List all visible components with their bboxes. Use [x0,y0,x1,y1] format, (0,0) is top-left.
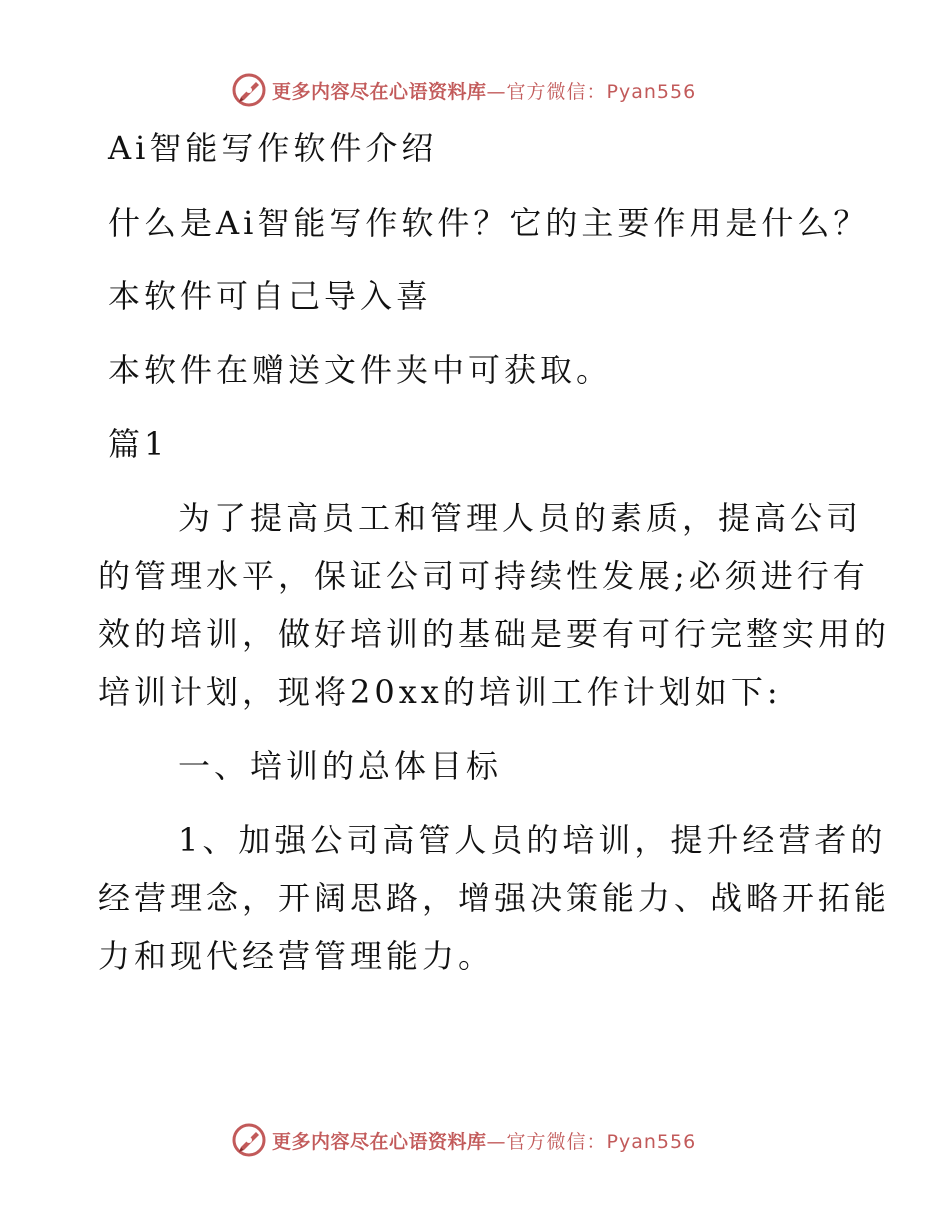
section-heading: 篇1 [108,425,169,463]
header-watermark-banner [232,73,696,107]
paragraph-line: 经营理念，开阔思路，增强决策能力、战略开拓能 [98,879,891,917]
paragraph-line: 的管理水平，保证公司可持续性发展;必须进行有 [98,557,869,595]
paragraph-line: 培训计划，现将20xx的培训工作计划如下: [98,673,782,711]
paragraph-line: 为了提高员工和管理人员的素质，提高公司 [178,499,863,537]
banner-main-text: 更多内容尽在心语资料库 [272,1130,487,1153]
doc-line: 本软件可自己导入喜 [108,277,433,315]
quill-logo-icon [232,73,266,107]
paragraph-line: 效的培训，做好培训的基础是要有可行完整实用的 [98,615,891,653]
footer-watermark-banner [232,1123,696,1157]
banner-contact-text: —官方微信：Pyan556 [486,80,697,103]
doc-question: 什么是Ai智能写作软件？它的主要作用是什么？ [108,204,870,242]
doc-line: 本软件在赠送文件夹中可获取。 [108,351,613,389]
paragraph-line: 力和现代经营管理能力。 [98,937,495,975]
banner-main-text: 更多内容尽在心语资料库 [272,80,487,103]
doc-title: Ai智能写作软件介绍 [108,129,438,167]
quill-logo-icon [232,1123,266,1157]
banner-contact-text: —官方微信：Pyan556 [486,1130,697,1153]
subsection-heading: 一、培训的总体目标 [178,747,503,785]
paragraph-line: 1、加强公司高管人员的培训，提升经营者的 [178,821,887,859]
